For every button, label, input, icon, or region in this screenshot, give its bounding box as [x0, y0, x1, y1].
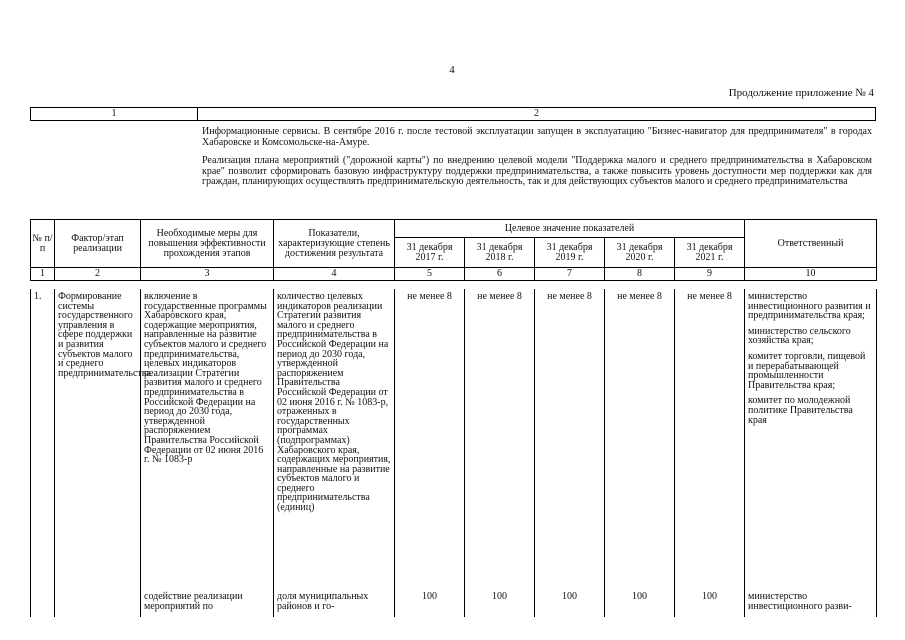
- column-number: 1: [31, 268, 55, 281]
- row-value-2019: не менее 8: [535, 289, 605, 584]
- row-factor: Формирование системы государственного управления в сфере поддержки и развития субъектов малого и среднего предпринимательства: [55, 289, 141, 584]
- row-value-2020: 100: [605, 584, 675, 617]
- header-year-2017: 31 декабря 2017 г.: [395, 238, 465, 268]
- header-year-2021: 31 декабря 2021 г.: [675, 238, 745, 268]
- column-number-row: [31, 268, 877, 281]
- row-value-2021: 100: [675, 584, 745, 617]
- responsible-entry: министерство инвестиционного развития и предпринимательства края;: [748, 291, 871, 322]
- row-value-2018: не менее 8: [465, 289, 535, 584]
- column-number: 7: [535, 268, 605, 281]
- header-indicators: Показатели, характеризующие степень достижения результата: [274, 220, 395, 268]
- row-value-2018: 100: [465, 584, 535, 617]
- row-measures: включение в государственные программы Хабаровского края, содержащие мероприятия, направленные на развитие субъектов малого и среднего предпринимательства, целевых индикаторов реализации Стратегии развития малого и среднего предпринимательства в Российской Федерации на период до 2030 года, утвержденной распоряжением Правительства Российской Федерации от 02 июня 2016 г. № 1083-р: [141, 289, 274, 584]
- row-value-2017: не менее 8: [395, 289, 465, 584]
- table-row: [31, 584, 877, 617]
- row-value-2021: не менее 8: [675, 289, 745, 584]
- column-number: 9: [675, 268, 745, 281]
- table-row: [31, 289, 877, 584]
- row-indicators: количество целевых индикаторов реализации Стратегии развития малого и среднего предпринимательства в Российской Федерации на период до 2030 года, утвержденной распоряжением Правительства Российской Федерации от 02 июня 2016 г. № 1083-р, отраженных в государственных программах (подпрограммах) Хабаровского края, содержащих мероприятия, направленные на развитие субъектов малого и среднего предпринимательства (единиц): [274, 289, 395, 584]
- header-year-2019: 31 декабря 2019 г.: [535, 238, 605, 268]
- row-responsible: [745, 584, 877, 617]
- header-num: № п/п: [31, 220, 55, 268]
- page-number: 4: [449, 64, 455, 76]
- paragraph-roadmap: Реализация плана мероприятий ("дорожной карты") по внедрению целевой модели "Поддержка малого и среднего предпринимательства в Хабаровском крае" позволит сформировать базовую инфраструктуру поддержки предпринимательства, а также повысить уровень доступности мер поддержки как для граждан, планирующих осуществлять предпринимательскую деятельность, так и для действующих субъектов малого и среднего предпринимательства: [202, 155, 872, 187]
- row-indicators: доля муниципальных районов и го-: [274, 584, 395, 617]
- continuation-label: Продолжение приложение № 4: [728, 87, 874, 99]
- row-value-2020: не менее 8: [605, 289, 675, 584]
- responsible-entry: комитет торговли, пищевой и перерабатывающей промышленности Правительства края;: [748, 350, 866, 391]
- column-number: 8: [605, 268, 675, 281]
- header-measures: Необходимые меры для повышения эффективности прохождения этапов: [141, 220, 274, 268]
- row-factor: [55, 584, 141, 617]
- indicators-table-header: [30, 219, 877, 281]
- header-factor: Фактор/этап реализации: [55, 220, 141, 268]
- header-year-2018: 31 декабря 2018 г.: [465, 238, 535, 268]
- row-measures: содействие реализации мероприятий по: [141, 584, 274, 617]
- header-year-2020: 31 декабря 2020 г.: [605, 238, 675, 268]
- responsible-entry: министерство инвестиционного разви-: [748, 591, 852, 612]
- row-value-2019: 100: [535, 584, 605, 617]
- responsible-entry: комитет по молодежной политике Правительства края: [748, 395, 853, 426]
- header-responsible: Ответственный: [745, 220, 877, 268]
- column-number: 10: [745, 268, 877, 281]
- header-target-values: Целевое значение показателей: [395, 220, 745, 238]
- column-number: 4: [274, 268, 395, 281]
- row-value-2017: 100: [395, 584, 465, 617]
- column-number: 2: [55, 268, 141, 281]
- responsible-entry: министерство сельского хозяйства края;: [748, 325, 851, 347]
- column-number: 6: [465, 268, 535, 281]
- top-header-col1: 1: [31, 108, 198, 120]
- row-num: 1.: [31, 289, 55, 584]
- top-header-table: [30, 107, 876, 121]
- column-number: 5: [395, 268, 465, 281]
- row-num: [31, 584, 55, 617]
- top-header-col2: 2: [534, 108, 539, 119]
- paragraph-info-services: Информационные сервисы. В сентябре 2016 г. после тестовой эксплуатации запущен в эксплуатацию "Бизнес-навигатор для предпринимателя" в городах Хабаровске и Комсомольске-на-Амуре.: [202, 126, 872, 148]
- row-responsible: [745, 289, 877, 584]
- column-number: 3: [141, 268, 274, 281]
- indicators-table-body: [30, 289, 877, 617]
